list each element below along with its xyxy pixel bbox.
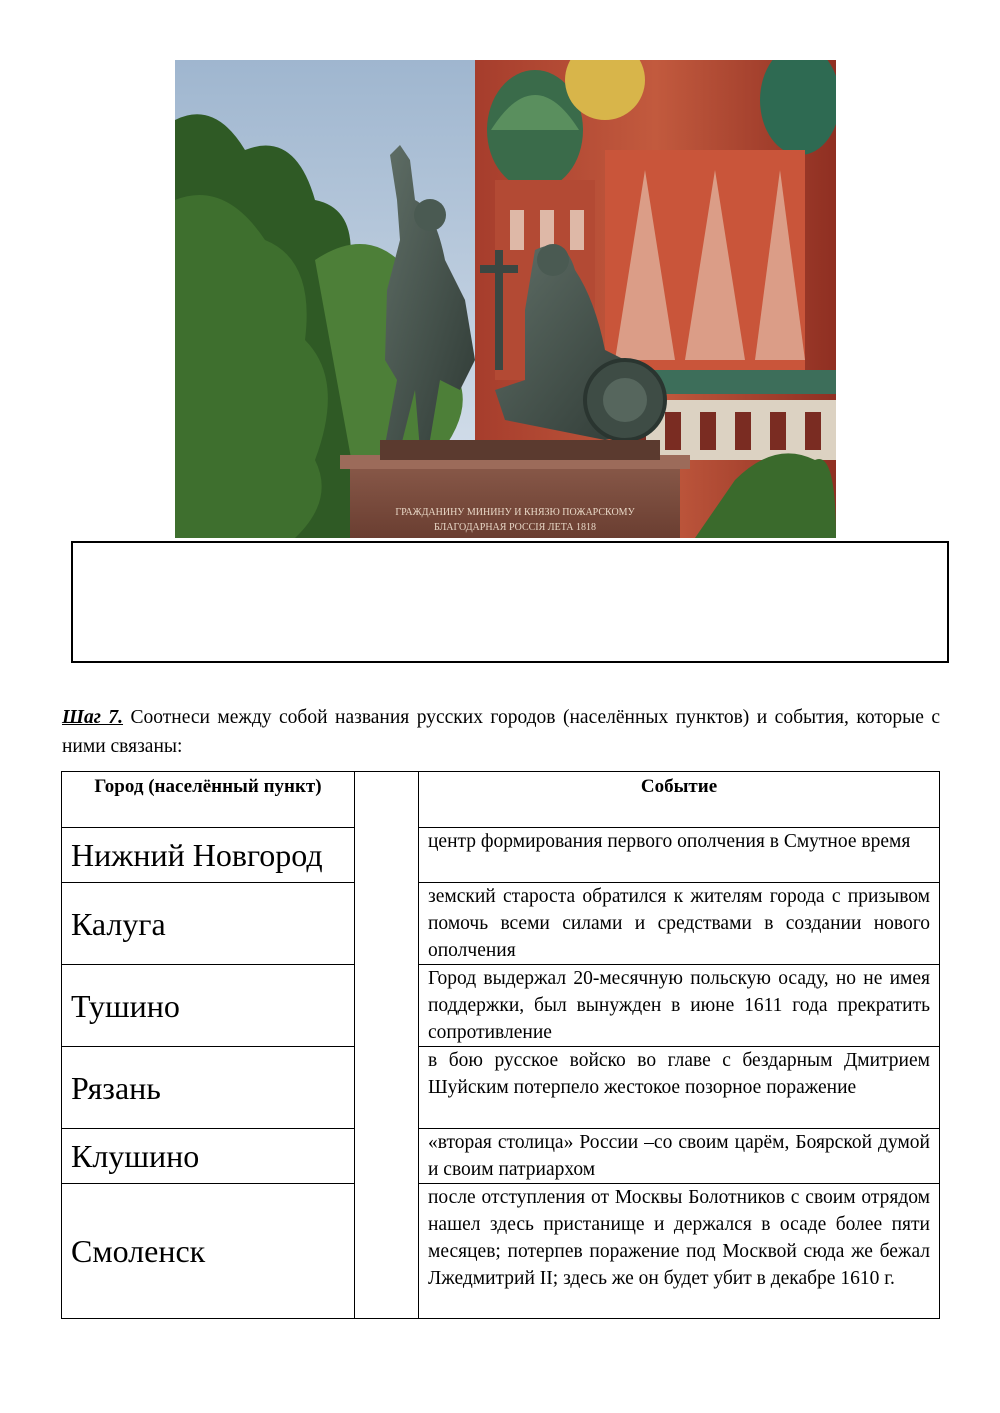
task-text: Соотнеси между собой названия русских городов (населённых пунктов) и события, которые с ними связаны:: [62, 707, 941, 757]
event-cell[interactable]: «вторая столица» России –со своим царём, Боярской думой и своим патриархом: [419, 1129, 940, 1184]
event-cell[interactable]: после отступления от Москвы Болотников с своим отрядом нашел здесь пристанище и держался в осаде более пяти месяцев; потерпев поражение под Москвой сюда же бежал Лжедмитрий II; здесь же он будет убит в декабре 1610 г.: [419, 1184, 940, 1319]
inscription-line-2: БЛАГОДАРНАЯ РОССІЯ ЛЕТА 1818: [433, 522, 597, 533]
answer-box[interactable]: [71, 541, 949, 663]
table-row: [62, 1129, 940, 1184]
matching-table: [61, 771, 940, 1319]
table-row: [62, 965, 940, 1047]
table-row: [62, 828, 940, 883]
inscription-line-1: ГРАЖДАНИНУ МИНИНУ И КНЯЗЮ ПОЖАРСКОМУ: [395, 507, 635, 518]
event-cell[interactable]: центр формирования первого ополчения в Смутное время: [419, 828, 940, 883]
step-label: Шаг 7.: [62, 707, 124, 728]
table-header-row: [62, 772, 940, 828]
city-cell[interactable]: Тушино: [62, 965, 355, 1047]
minin-pozharsky-monument-photo: [175, 60, 836, 538]
event-cell[interactable]: в бою русское войско во главе с бездарным Дмитрием Шуйским потерпело жестокое позорное поражение: [419, 1047, 940, 1129]
city-cell[interactable]: Рязань: [62, 1047, 355, 1129]
task-instruction: [62, 703, 940, 761]
table-row: [62, 1047, 940, 1129]
city-cell[interactable]: Нижний Новгород: [62, 828, 355, 883]
city-cell[interactable]: Калуга: [62, 883, 355, 965]
header-city: Город (населённый пункт): [62, 772, 355, 828]
header-event: Событие: [419, 772, 940, 828]
city-cell[interactable]: Смоленск: [62, 1184, 355, 1319]
event-cell[interactable]: земский староста обратился к жителям города с призывом помочь всеми силами и средствами в создании нового ополчения: [419, 883, 940, 965]
matching-gap-column[interactable]: [355, 772, 419, 1319]
table-row: [62, 1184, 940, 1319]
city-cell[interactable]: Клушино: [62, 1129, 355, 1184]
monument-photo: [175, 60, 836, 538]
event-cell[interactable]: Город выдержал 20-месячную польскую осаду, но не имея поддержки, был вынужден в июне 1611 года прекратить сопротивление: [419, 965, 940, 1047]
table-row: [62, 883, 940, 965]
